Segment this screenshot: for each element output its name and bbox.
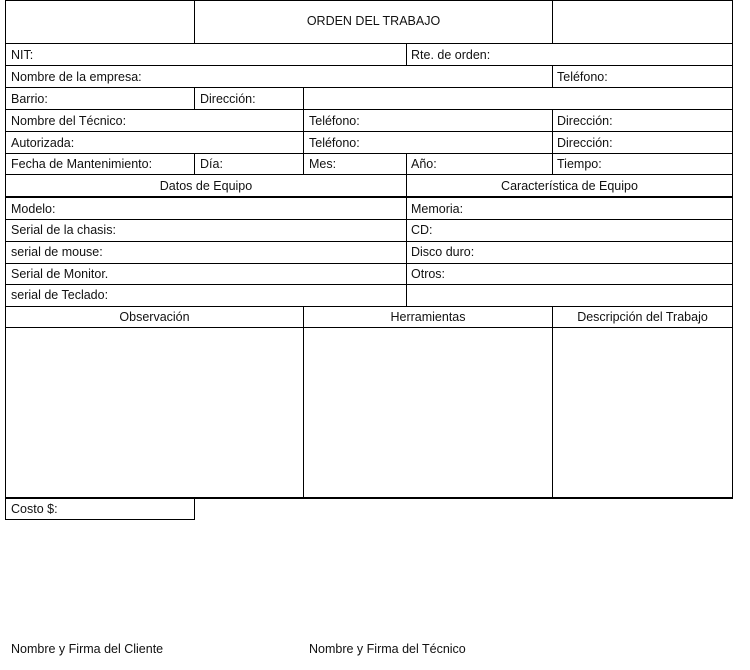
rte-orden-label: Rte. de orden: <box>411 48 491 62</box>
fecha-mantenimiento-label: Fecha de Mantenimiento: <box>11 157 153 171</box>
rule <box>5 241 733 242</box>
direccion-barrio-label: Dirección: <box>200 92 256 106</box>
telefono-tecnico-label: Teléfono: <box>309 114 360 128</box>
tiempo-label: Tiempo: <box>557 157 602 171</box>
serial-mouse-label: serial de mouse: <box>11 245 103 259</box>
rule <box>406 43 407 66</box>
rule <box>5 0 733 1</box>
rule <box>5 153 733 154</box>
rule <box>5 284 733 285</box>
caracteristica-equipo-header: Característica de Equipo <box>501 179 638 193</box>
rule <box>5 109 733 110</box>
descripcion-header: Descripción del Trabajo <box>577 310 708 324</box>
rule <box>732 0 733 499</box>
telefono-autorizada-label: Teléfono: <box>309 136 360 150</box>
rule <box>303 87 304 110</box>
memoria-label: Memoria: <box>411 202 464 216</box>
nit-label: NIT: <box>11 48 34 62</box>
rule <box>5 131 733 132</box>
firma-cliente-label: Nombre y Firma del Cliente <box>11 642 164 656</box>
firma-tecnico-label: Nombre y Firma del Técnico <box>309 642 466 656</box>
rule <box>5 65 733 66</box>
rule <box>5 497 733 499</box>
rule <box>194 497 195 520</box>
serial-teclado-label: serial de Teclado: <box>11 288 109 302</box>
mes-label: Mes: <box>309 157 337 171</box>
observacion-header: Observación <box>119 310 190 324</box>
rule <box>194 153 195 175</box>
autorizada-label: Autorizada: <box>11 136 75 150</box>
rule <box>552 306 553 499</box>
direccion-autorizada-label: Dirección: <box>557 136 613 150</box>
serial-chasis-label: Serial de la chasis: <box>11 223 116 237</box>
herramientas-header: Herramientas <box>390 310 466 324</box>
disco-duro-label: Disco duro: <box>411 245 475 259</box>
rule <box>303 306 304 499</box>
tecnico-label: Nombre del Técnico: <box>11 114 127 128</box>
rule <box>5 519 195 520</box>
serial-monitor-label: Serial de Monitor. <box>11 267 109 281</box>
rule <box>5 87 733 88</box>
rule <box>5 174 733 175</box>
anio-label: Año: <box>411 157 437 171</box>
rule <box>5 219 733 220</box>
datos-equipo-header: Datos de Equipo <box>159 179 253 193</box>
dia-label: Día: <box>200 157 223 171</box>
rule <box>406 174 407 307</box>
costo-label: Costo $: <box>11 502 58 516</box>
rule <box>5 196 733 198</box>
rule <box>5 43 733 44</box>
rule <box>5 263 733 264</box>
empresa-label: Nombre de la empresa: <box>11 70 142 84</box>
direccion-tecnico-label: Dirección: <box>557 114 613 128</box>
rule <box>303 109 304 175</box>
rule <box>5 306 733 307</box>
modelo-label: Modelo: <box>11 202 56 216</box>
rule <box>194 87 195 110</box>
telefono-empresa-label: Teléfono: <box>557 70 608 84</box>
rule <box>5 0 6 520</box>
rule <box>406 153 407 175</box>
rule <box>552 65 553 88</box>
rule <box>5 327 733 328</box>
form-title: ORDEN DEL TRABAJO <box>306 14 441 28</box>
otros-label: Otros: <box>411 267 446 281</box>
barrio-label: Barrio: <box>11 92 48 106</box>
cd-label: CD: <box>411 223 433 237</box>
rule <box>552 109 553 175</box>
